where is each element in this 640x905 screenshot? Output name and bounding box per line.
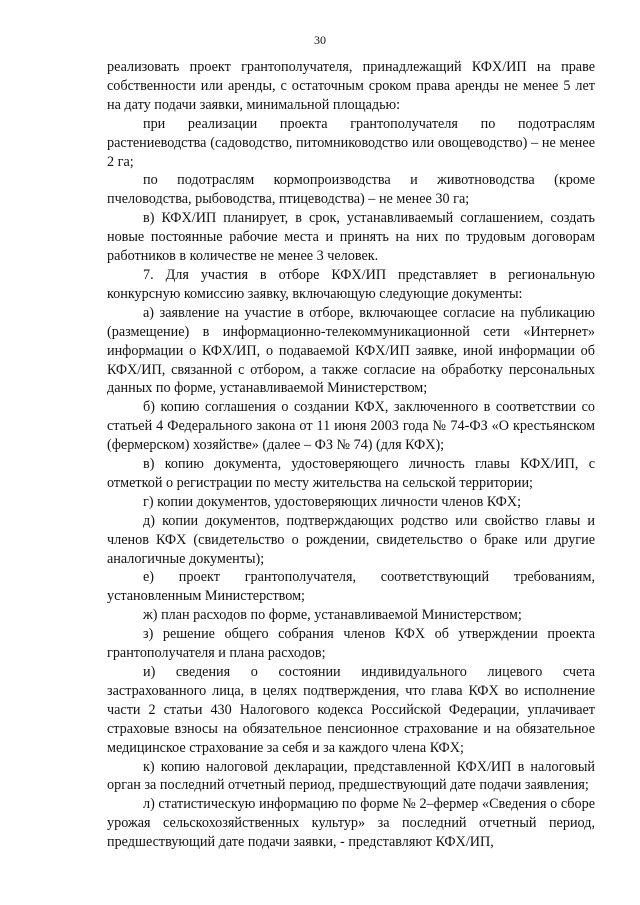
paragraph-section-7: 7. Для участия в отборе КФХ/ИП представляет в региональную конкурсную комиссию заявку, включающую следующие документы: [107,266,595,302]
paragraph-item-z: з) решение общего собрания членов КФХ об утверждении проекта грантополучателя и плана расходов; [107,626,595,662]
paragraph-item-e: е) проект грантополучателя, соответствующий требованиям, установленным Министерством; [107,569,595,605]
paragraph-crop-area: при реализации проекта грантополучателя по подотраслям растениеводства (садоводство, питомниководство или овощеводство) – не менее 2 га; [107,115,595,170]
paragraph-item-k: к) копию налоговой декларации, представленной КФХ/ИП в налоговый орган за последний отчетный период, предшествующий дате подачи заявления; [107,758,595,794]
document-body [107,58,595,852]
paragraph-item-d: д) копии документов, подтверждающих родство или свойство главы и членов КФХ (свидетельство о рождении, свидетельство о браке или другие аналогичные документы); [107,512,595,567]
paragraph-livestock-area: по подотраслям кормопроизводства и животноводства (кроме пчеловодства, рыбоводства, птицеводства) – не менее 30 га; [107,172,595,208]
paragraph-item-v-jobs: в) КФХ/ИП планирует, в срок, устанавливаемый соглашением, создать новые постоянные рабочие места и принять на них по трудовым договорам работников в количестве не менее 3 человек. [107,210,595,265]
paragraph-item-g: г) копии документов, удостоверяющих личности членов КФХ; [143,493,522,510]
paragraph-land-requirement: реализовать проект грантополучателя, принадлежащий КФХ/ИП на праве собственности или аренды, с остаточным сроком права аренды не менее 5 лет на дату подачи заявки, минимальной площадью: [107,59,595,113]
paragraph-item-i: и) сведения о состоянии индивидуального лицевого счета застрахованного лица, в целях подтверждения, что глава КФХ во исполнение части 2 статьи 430 Налогового кодекса Российской Федерации, уплачивает страховые взносы на обязательное пенсионное страхование и на обязательное медицинское страхование за себя и за каждого члена КФХ; [107,664,595,756]
paragraph-item-zh: ж) план расходов по форме, устанавливаемой Министерством; [143,607,522,624]
paragraph-item-v: в) копию документа, удостоверяющего личность главы КФХ/ИП, с отметкой о регистрации по месту жительства на сельской территории; [107,456,595,491]
page-number: 30 [314,33,326,47]
paragraph-item-a: а) заявление на участие в отборе, включающее согласие на публикацию (размещение) в информационно-телекоммуникационной сети «Интернет» информации о КФХ/ИП, о подаваемой КФХ/ИП заявке, иной информации об КФХ/ИП, связанной с отбором, а также согласие на обработку персональных данных по форме, устанавливаемой Министерством; [107,304,595,397]
paragraph-item-l: л) статистическую информацию по форме № 2–фермер «Сведения о сборе урожая сельскохозяйственных культур» за последний отчетный период, предшествующий дате подачи заявки, - представляют КФХ/ИП, [107,796,595,851]
paragraph-item-b: б) копию соглашения о создании КФХ, заключенного в соответствии со статьей 4 Федерального закона от 11 июня 2003 года № 74-ФЗ «О крестьянском (фермерском) хозяйстве» (далее – ФЗ № 74) (для КФХ); [107,399,595,454]
